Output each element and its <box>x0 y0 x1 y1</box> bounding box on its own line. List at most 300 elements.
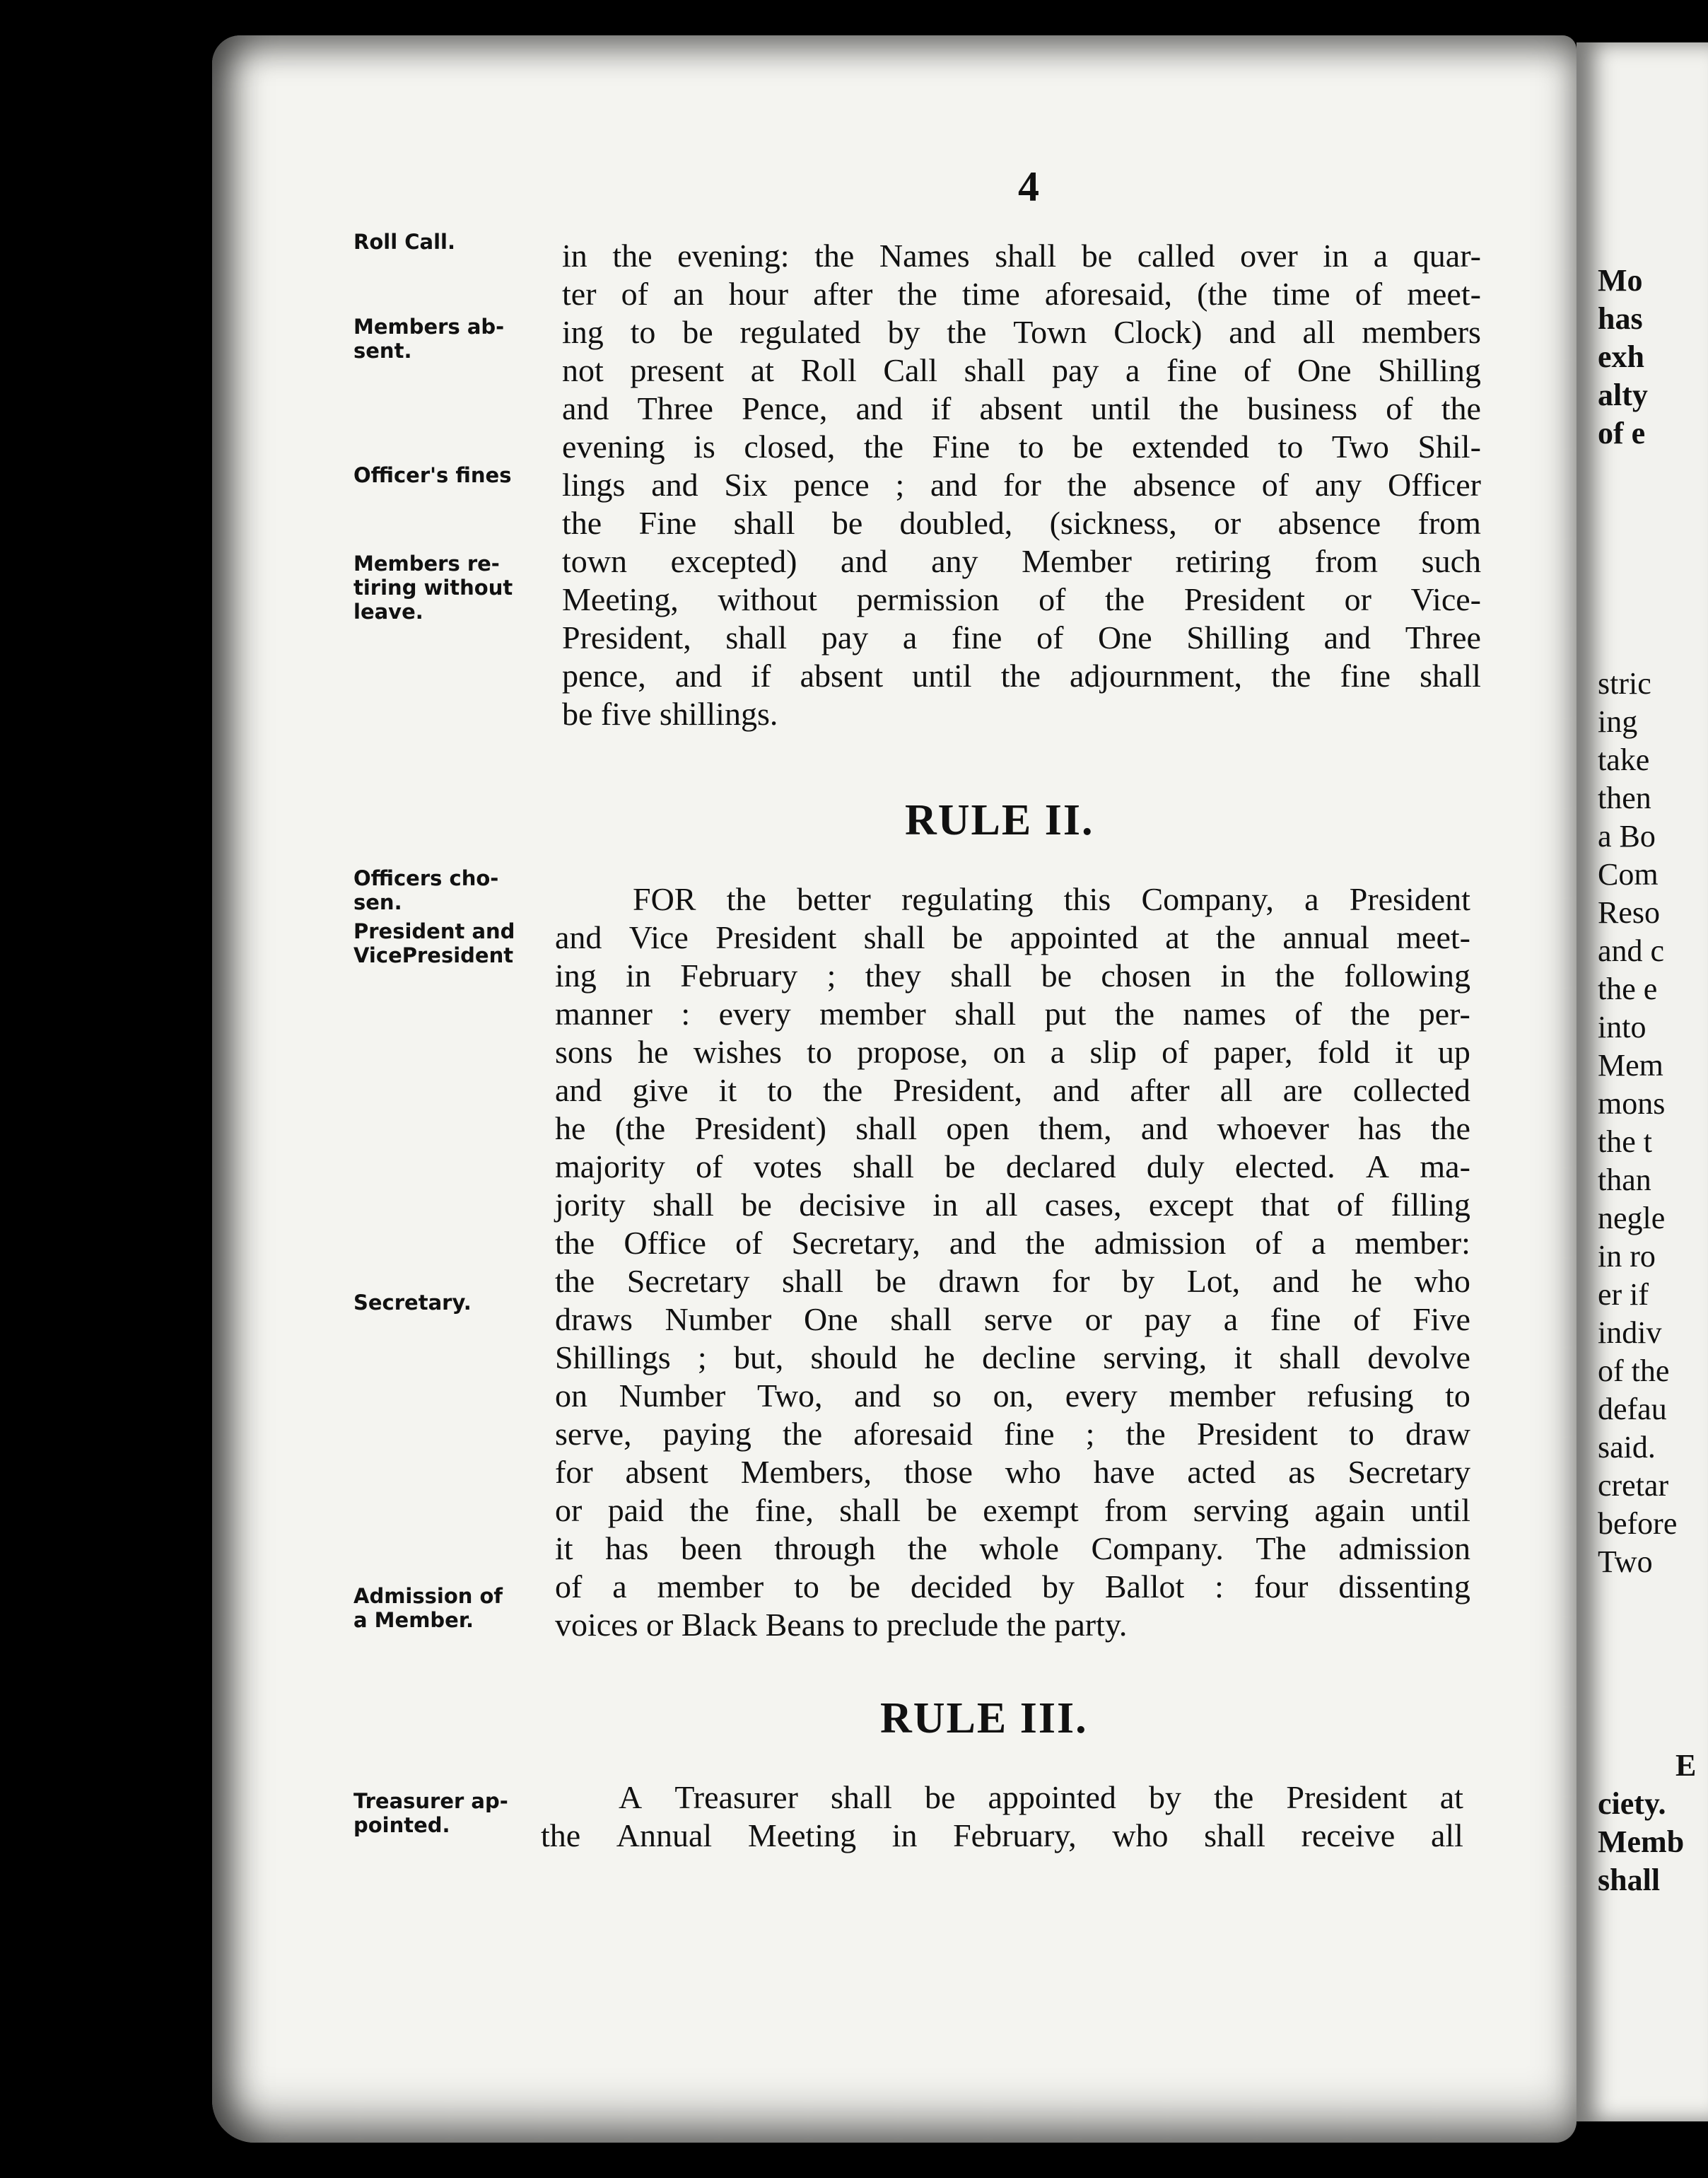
word: in <box>1323 238 1349 274</box>
word: at <box>1165 919 1189 955</box>
word: is <box>694 429 715 465</box>
word: or <box>1344 581 1371 617</box>
word: filling <box>1391 1187 1470 1223</box>
word: at <box>750 352 774 388</box>
word: to <box>767 1072 793 1108</box>
rule1-text <box>562 237 1481 733</box>
text-line <box>541 1778 1463 1817</box>
word: and <box>651 467 698 503</box>
word: decided <box>911 1568 1012 1605</box>
word: : <box>681 996 691 1032</box>
word: give <box>632 1072 689 1108</box>
word: Pence, <box>742 390 828 426</box>
word: adjournment, <box>1070 658 1243 694</box>
text-line <box>555 880 1470 919</box>
word: up <box>1437 1034 1470 1070</box>
word: be <box>1072 429 1104 465</box>
word: One <box>803 1301 858 1337</box>
word: paid <box>607 1492 664 1528</box>
word: shall <box>831 1779 892 1815</box>
word: and <box>949 1225 997 1261</box>
word: any <box>1314 467 1362 503</box>
word: shall <box>950 957 1012 994</box>
word: the <box>1025 1225 1065 1261</box>
word: the <box>907 1530 948 1566</box>
text-line <box>562 313 1481 351</box>
word: or <box>555 1492 583 1528</box>
word: the <box>1430 1110 1470 1146</box>
word: in <box>562 238 587 274</box>
word: and <box>1323 619 1371 656</box>
word: decisive <box>799 1187 906 1223</box>
word: President <box>1196 1416 1318 1452</box>
facing-fragment: the t <box>1598 1124 1652 1159</box>
word: and <box>930 467 978 503</box>
word: and <box>1229 314 1276 350</box>
facing-fragment: E <box>1675 1748 1697 1783</box>
text-line <box>555 1415 1470 1453</box>
text-line <box>555 1568 1470 1606</box>
word: majority <box>555 1148 665 1184</box>
word: elected. <box>1234 1148 1335 1184</box>
text-line <box>555 1339 1470 1377</box>
word: shall <box>995 238 1057 274</box>
word: a <box>1304 881 1319 917</box>
word: cases, <box>1044 1187 1122 1223</box>
text-line: be five shillings. <box>562 696 778 732</box>
word: retiring <box>1175 543 1271 579</box>
word: member <box>819 996 926 1032</box>
word: in <box>1220 957 1246 994</box>
word: shall <box>964 352 1026 388</box>
word: (the <box>1197 276 1248 312</box>
word: shall <box>954 996 1017 1032</box>
word: shall <box>855 1110 918 1146</box>
word: devolve <box>1367 1339 1470 1375</box>
word: be <box>1041 957 1072 994</box>
margin-note-members-retiring: Members re- tiring without leave. <box>353 552 513 624</box>
facing-fragment: before <box>1598 1506 1678 1541</box>
word: and <box>841 543 888 579</box>
word: who <box>1112 1817 1169 1853</box>
word: on <box>555 1378 587 1414</box>
word: after <box>813 276 873 312</box>
word: Secretary <box>626 1263 750 1299</box>
word: be <box>875 1263 906 1299</box>
word: be <box>849 1568 881 1605</box>
word: of <box>1386 390 1413 426</box>
word: this <box>1063 881 1111 917</box>
word: admission <box>1094 1225 1227 1261</box>
word: and <box>555 1072 602 1108</box>
word: shall <box>853 1148 914 1184</box>
word: or <box>1084 1301 1112 1337</box>
word: Office <box>624 1225 706 1261</box>
word: acted <box>1187 1454 1256 1490</box>
facing-fragment: has <box>1598 301 1643 336</box>
facing-fragment: than <box>1598 1163 1651 1197</box>
word: time <box>962 276 1020 312</box>
facing-fragment: Two <box>1598 1544 1653 1579</box>
word: at <box>1439 1779 1463 1815</box>
word: Six <box>724 467 768 503</box>
word: Three <box>1405 619 1481 656</box>
word: the <box>562 505 602 541</box>
word: those <box>903 1454 973 1490</box>
word: the <box>1125 1416 1166 1452</box>
word: member <box>1169 1378 1276 1414</box>
word: and <box>1052 1072 1100 1108</box>
word: have <box>1093 1454 1155 1490</box>
word: of <box>1355 276 1383 312</box>
text-line <box>562 619 1481 657</box>
word: Two, <box>756 1378 823 1414</box>
facing-fragment: stric <box>1598 666 1651 701</box>
word: from <box>1417 505 1481 541</box>
margin-note-secretary: Secretary. <box>353 1291 472 1315</box>
word: the <box>897 276 937 312</box>
word: Company. <box>1091 1530 1224 1566</box>
word: he <box>555 1110 586 1146</box>
word: to <box>807 1034 832 1070</box>
word: Member <box>1022 543 1132 579</box>
text-line <box>562 351 1481 390</box>
word: has <box>1358 1110 1402 1146</box>
margin-note-admission: Admission of a Member. <box>353 1584 503 1632</box>
text-line: voices or Black Beans to preclude the party. <box>555 1607 1128 1643</box>
word: A <box>1365 1148 1390 1184</box>
word: the <box>1105 581 1145 617</box>
facing-fragment: Memb <box>1598 1824 1685 1859</box>
word: Officer <box>1387 467 1481 503</box>
word: One <box>1297 352 1352 388</box>
text-line <box>555 1453 1470 1491</box>
word: Roll <box>800 352 857 388</box>
word: absent <box>625 1454 708 1490</box>
word: a <box>1373 238 1388 274</box>
word: Annual <box>616 1817 713 1853</box>
word: shall <box>782 1263 843 1299</box>
word: of <box>735 1225 763 1261</box>
word: be <box>1081 238 1113 274</box>
facing-fragment: Reso <box>1598 895 1660 930</box>
word: be <box>682 314 713 350</box>
word: better <box>797 881 871 917</box>
word: by <box>1041 1568 1075 1605</box>
word: closed, <box>744 429 836 465</box>
word: shall <box>890 1301 952 1337</box>
word: for <box>555 1454 593 1490</box>
word: shall <box>839 1492 901 1528</box>
margin-note-members-absent: Members ab- sent. <box>353 315 505 363</box>
word: until <box>1410 1492 1470 1528</box>
word: of <box>621 276 648 312</box>
word: business <box>1247 390 1358 426</box>
text-line <box>562 428 1481 466</box>
word: to <box>1018 429 1044 465</box>
word: an <box>673 276 704 312</box>
text-line <box>562 466 1481 504</box>
facing-fragment: ing <box>1598 704 1638 739</box>
facing-fragment: exh <box>1598 339 1644 374</box>
word: from <box>1314 543 1379 579</box>
word: excepted) <box>670 543 797 579</box>
word: until <box>912 658 972 694</box>
word: if <box>931 390 952 426</box>
word: serve <box>983 1301 1053 1337</box>
word: evening <box>562 429 665 465</box>
word: the <box>1350 996 1391 1032</box>
word: again <box>1314 1492 1386 1528</box>
word: a <box>1125 352 1140 388</box>
word: The <box>1256 1530 1306 1566</box>
facing-fragment: Mo <box>1598 263 1643 298</box>
word: Names <box>879 238 970 274</box>
word: put <box>1044 996 1087 1032</box>
word: who <box>1005 1454 1061 1490</box>
word: the <box>1214 1779 1254 1815</box>
word: Call <box>883 352 937 388</box>
word: fine <box>1166 352 1217 388</box>
word: per- <box>1418 996 1470 1032</box>
word: or <box>1214 505 1241 541</box>
facing-fragment: alty <box>1598 378 1648 412</box>
word: ma- <box>1420 1148 1470 1184</box>
word: the <box>612 238 653 274</box>
word: doubled, <box>899 505 1013 541</box>
word: a <box>1311 1225 1326 1261</box>
word: of <box>1039 581 1066 617</box>
word: the <box>1271 658 1311 694</box>
word: receive <box>1301 1817 1396 1853</box>
word: extended <box>1132 429 1250 465</box>
word: dissenting <box>1338 1568 1470 1605</box>
word: appointed <box>1010 919 1138 955</box>
word: Number <box>665 1301 772 1337</box>
word: absence <box>1277 505 1381 541</box>
word: serve, <box>555 1416 632 1452</box>
word: shall <box>725 619 788 656</box>
word: Vice <box>628 919 689 955</box>
word: except <box>1148 1187 1234 1223</box>
word: meet- <box>1396 919 1470 955</box>
text-line <box>555 1262 1470 1300</box>
word: it <box>555 1530 573 1566</box>
word: propose, <box>857 1034 969 1070</box>
word: the <box>1114 996 1154 1032</box>
rule-2-heading: RULE II. <box>905 796 1094 844</box>
word: be <box>925 1779 956 1815</box>
word: in <box>626 957 651 994</box>
word: a <box>1050 1034 1065 1070</box>
word: February, <box>953 1817 1077 1853</box>
word: on, <box>993 1378 1034 1414</box>
word: regulating <box>901 881 1034 917</box>
word: the <box>863 429 904 465</box>
word: has <box>605 1530 649 1566</box>
word: shall <box>1279 1339 1341 1375</box>
word: of <box>696 1148 723 1184</box>
facing-fragment: ciety. <box>1598 1786 1666 1821</box>
word: fine, <box>754 1492 814 1528</box>
word: on <box>993 1034 1026 1070</box>
facing-fragment: Mem <box>1598 1048 1663 1083</box>
word: President <box>1349 881 1470 917</box>
word: and <box>674 658 723 694</box>
word: any <box>931 543 978 579</box>
word: of <box>1036 619 1064 656</box>
word: collected <box>1352 1072 1470 1108</box>
text-line <box>555 1033 1470 1071</box>
word: the <box>1000 658 1041 694</box>
word: Number <box>619 1378 726 1414</box>
word: President <box>1183 581 1306 617</box>
word: shall <box>653 1187 714 1223</box>
word: refusing <box>1306 1378 1414 1414</box>
word: Ballot <box>1104 1568 1185 1605</box>
word: through <box>774 1530 876 1566</box>
word: of <box>1244 352 1271 388</box>
word: exempt <box>983 1492 1079 1528</box>
word: ; <box>895 467 905 503</box>
word: declared <box>1005 1148 1116 1184</box>
word: pay <box>821 619 869 656</box>
facing-fragment: of the <box>1598 1353 1670 1388</box>
word: shall <box>733 505 795 541</box>
word: permission <box>856 581 1000 617</box>
text-line <box>555 1110 1470 1148</box>
word: if <box>751 658 771 694</box>
word: been <box>680 1530 742 1566</box>
word: Town <box>1013 314 1087 350</box>
word: as <box>1288 1454 1316 1490</box>
word: pay <box>1144 1301 1192 1337</box>
word: draws <box>555 1301 633 1337</box>
word: following <box>1344 957 1470 994</box>
word: fine <box>951 619 1002 656</box>
facing-fragment: defau <box>1598 1392 1667 1426</box>
word: appointed <box>988 1779 1116 1815</box>
word: President, <box>893 1072 1022 1108</box>
word: of <box>555 1568 583 1605</box>
word: from <box>1104 1492 1168 1528</box>
facing-fragment: the e <box>1598 972 1658 1006</box>
word: by <box>1122 1263 1155 1299</box>
word: them, <box>1039 1110 1112 1146</box>
word: he <box>924 1339 955 1375</box>
margin-note-roll-call: Roll Call. <box>353 230 455 254</box>
word: Clock) <box>1113 314 1203 350</box>
word: whoever <box>1217 1110 1329 1146</box>
facing-page-edge <box>1577 42 1708 2121</box>
margin-note-officers-chosen: Officers cho- sen. <box>353 866 499 914</box>
word: the <box>823 1072 863 1108</box>
word: every <box>718 996 791 1032</box>
word: for <box>1051 1263 1090 1299</box>
word: the <box>726 881 766 917</box>
word: who <box>1414 1263 1470 1299</box>
word: to <box>630 314 656 350</box>
word: every <box>1065 1378 1137 1414</box>
word: time <box>1272 276 1330 312</box>
word: shall <box>1204 1817 1265 1853</box>
word: Five <box>1412 1301 1470 1337</box>
word: Vice- <box>1410 581 1481 617</box>
word: ing <box>555 957 597 994</box>
word: President <box>1286 1779 1408 1815</box>
text-line <box>562 581 1481 619</box>
word: members <box>1362 314 1481 350</box>
word: the <box>1441 390 1481 426</box>
word: slip <box>1089 1034 1137 1070</box>
rule3-text <box>541 1778 1463 1855</box>
facing-fragment: mons <box>1598 1086 1666 1121</box>
word: Two <box>1331 429 1389 465</box>
word: Meeting, <box>562 581 679 617</box>
facing-fragment: Com <box>1598 857 1659 892</box>
text-line <box>555 1148 1470 1186</box>
word: over <box>1240 238 1298 274</box>
word: draw <box>1405 1416 1470 1452</box>
word: he <box>638 1034 669 1070</box>
word: Secretary <box>1347 1454 1470 1490</box>
word: President <box>715 919 837 955</box>
word: fine <box>1003 1416 1055 1452</box>
text-line <box>555 1071 1470 1110</box>
word: to <box>1277 429 1304 465</box>
word: of <box>1353 1301 1381 1337</box>
word: be <box>944 1148 976 1184</box>
word: whole <box>979 1530 1059 1566</box>
word: present <box>630 352 725 388</box>
margin-note-officers-fines: Officer's fines <box>353 463 512 487</box>
facing-fragment: a Bo <box>1598 819 1656 854</box>
word: aforesaid <box>853 1416 973 1452</box>
word: chosen <box>1101 957 1192 994</box>
word: the <box>1178 390 1219 426</box>
word: the <box>1275 957 1315 994</box>
word: a <box>1223 1301 1239 1337</box>
rule-3-heading: RULE III. <box>880 1694 1088 1742</box>
word: by <box>887 314 920 350</box>
facing-fragment: of e <box>1598 416 1646 450</box>
word: Lot, <box>1186 1263 1241 1299</box>
word: serving, <box>1103 1339 1207 1375</box>
word: February <box>680 957 798 994</box>
word: by <box>1149 1779 1182 1815</box>
text-line <box>562 237 1481 275</box>
word: lings <box>562 467 626 503</box>
text-line <box>541 1817 1463 1855</box>
word: member <box>657 1568 764 1605</box>
word: and <box>854 1378 901 1414</box>
word: four <box>1253 1568 1309 1605</box>
word: Company, <box>1141 881 1274 917</box>
word: President, <box>562 619 691 656</box>
word: be <box>831 505 863 541</box>
text-line <box>555 995 1470 1033</box>
text-line <box>555 1491 1470 1530</box>
word: of <box>1294 996 1322 1032</box>
word: the <box>1067 467 1107 503</box>
word: jority <box>555 1187 626 1223</box>
page-number: 4 <box>1018 163 1039 210</box>
word: absent <box>800 658 884 694</box>
word: all <box>1430 1817 1463 1853</box>
word: serving <box>1193 1492 1289 1528</box>
text-line <box>555 919 1470 957</box>
word: absent <box>979 390 1063 426</box>
